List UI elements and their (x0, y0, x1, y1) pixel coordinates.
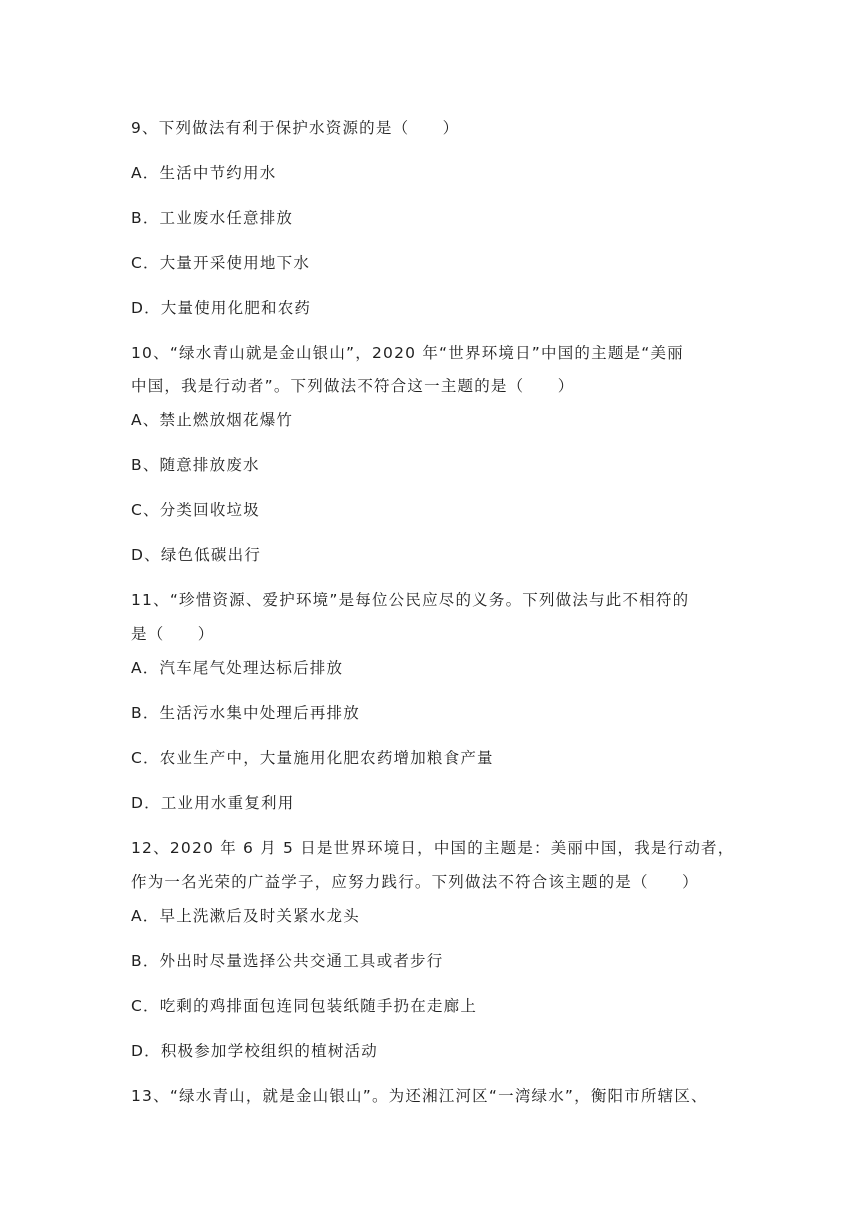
question-11-option-d: D．工业用水重复利用 (131, 794, 295, 812)
question-12-option-b: B．外出时尽量选择公共交通工具或者步行 (131, 952, 444, 970)
question-11-option-c: C．农业生产中，大量施用化肥农药增加粮食产量 (131, 749, 494, 767)
question-13-stem-line-1: 13、“绿水青山，就是金山银山”。为还湘江河区“一湾绿水”，衡阳市所辖区、 (131, 1087, 708, 1105)
question-12-stem-line-2: 作为一名光荣的广益学子，应努力践行。下列做法不符合该主题的是（ ） (131, 873, 699, 891)
question-10-option-a: A、禁止燃放烟花爆竹 (131, 411, 294, 429)
question-12-option-a: A．早上洗漱后及时关紧水龙头 (131, 907, 360, 925)
question-10-option-d: D、绿色低碳出行 (131, 546, 262, 564)
question-11-option-b: B．生活污水集中处理后再排放 (131, 704, 360, 722)
question-10-stem-line-2: 中国，我是行动者”。下列做法不符合这一主题的是（ ） (131, 377, 575, 395)
question-12-option-d: D．积极参加学校组织的植树活动 (131, 1042, 378, 1060)
question-9-option-d: D．大量使用化肥和农药 (131, 299, 312, 317)
question-9-option-a: A．生活中节约用水 (131, 164, 277, 182)
question-9-option-b: B．工业废水任意排放 (131, 209, 294, 227)
question-11-option-a: A．汽车尾气处理达标后排放 (131, 659, 344, 677)
question-12-option-c: C．吃剩的鸡排面包连同包装纸随手扔在走廊上 (131, 997, 478, 1015)
question-10-option-b: B、随意排放废水 (131, 456, 260, 474)
question-10-option-c: C、分类回收垃圾 (131, 501, 260, 519)
question-11-stem-line-2: 是（ ） (131, 625, 215, 643)
question-12-stem-line-1: 12、2020 年 6 月 5 日是世界环境日，中国的主题是：美丽中国，我是行动者， (131, 839, 735, 857)
question-9-stem: 9、下列做法有利于保护水资源的是（ ） (131, 119, 460, 137)
question-10-stem-line-1: 10、“绿水青山就是金山银山”，2020 年“世界环境日”中国的主题是“美丽 (131, 344, 684, 362)
question-11-stem-line-1: 11、“珍惜资源、爱护环境”是每位公民应尽的义务。下列做法与此不相符的 (131, 591, 690, 609)
question-9-option-c: C．大量开采使用地下水 (131, 254, 311, 272)
